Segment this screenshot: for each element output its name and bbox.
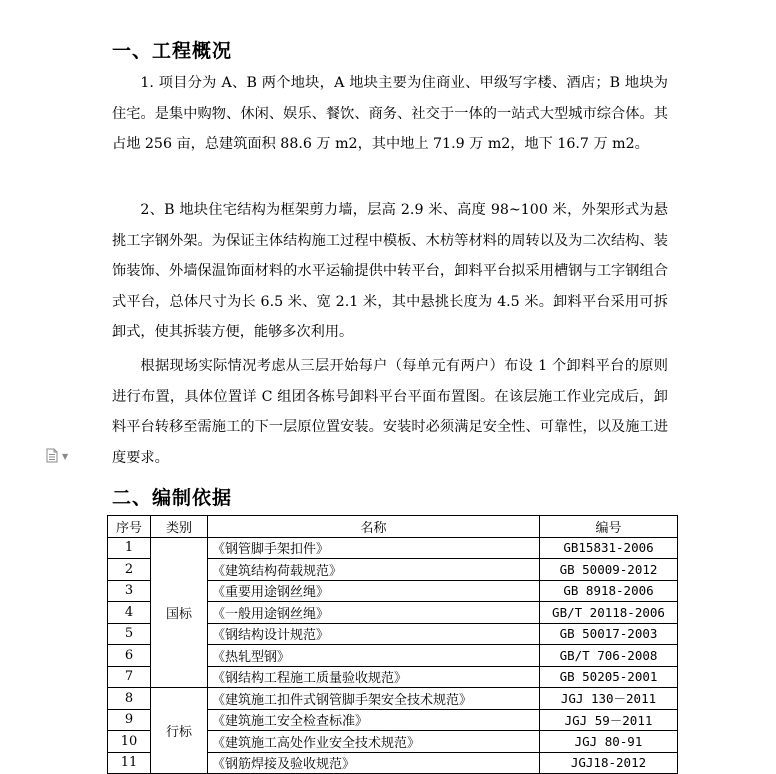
- header-category: 类别: [151, 516, 208, 538]
- cell-name: 《建筑施工扣件式钢管脚手架安全技术规范》: [208, 688, 540, 710]
- chevron-down-icon[interactable]: ▼: [62, 452, 69, 461]
- paragraph-2: 2、B 地块住宅结构为框架剪力墙，层高 2.9 米、高度 98~100 米，外架形式为悬挑工字钢外架。为保证主体结构施工过程中模板、木枋等材料的周转以及为二次结构、装饰装饰、外墙保温饰面材料的水平运输提供中转平台，卸料平台拟采用槽钢与工字钢组合式平台，总体尺寸为长 6.5 米、宽 2.1 米，其中悬挑长度为 4.5 米。卸料平台采用可拆卸式，使其拆装方便，能够多次利用。: [112, 202, 668, 341]
- cell-category: 国标: [151, 537, 208, 688]
- cell-no: 5: [108, 623, 151, 645]
- cell-name: 《一般用途钢丝绳》: [208, 602, 540, 624]
- cell-no: 2: [108, 559, 151, 581]
- cell-name: 《钢管脚手架扣件》: [208, 537, 540, 559]
- cell-no: 9: [108, 709, 151, 731]
- cell-name: 《建筑结构荷载规范》: [208, 559, 540, 581]
- cell-no: 3: [108, 580, 151, 602]
- table-row: [108, 688, 678, 710]
- cell-code: GB 8918-2006: [540, 580, 678, 602]
- cell-no: 4: [108, 602, 151, 624]
- cell-no: 6: [108, 645, 151, 667]
- cell-code: JGJ 80-91: [540, 731, 678, 753]
- cell-code: JGJ 130－2011: [540, 688, 678, 710]
- table-header-row: [108, 516, 678, 538]
- reference-table: [107, 515, 678, 774]
- cell-code: GB15831-2006: [540, 537, 678, 559]
- cell-name: 《建筑施工高处作业安全技术规范》: [208, 731, 540, 753]
- cell-code: GB 50017-2003: [540, 623, 678, 645]
- cell-name: 《钢结构工程施工质量验收规范》: [208, 666, 540, 688]
- cell-code: GB/T 20118-2006: [540, 602, 678, 624]
- cell-no: 10: [108, 731, 151, 753]
- cell-name: 《重要用途钢丝绳》: [208, 580, 540, 602]
- table-row: [108, 537, 678, 559]
- paragraph-1: 1. 项目分为 A、B 两个地块，A 地块主要为住商业、甲级写字楼、酒店；B 地块为住宅。是集中购物、休闲、娱乐、餐饮、商务、社交于一体的一站式大型城市综合体。其占地 256 亩，总建筑面积 88.6 万 m2，其中地上 71.9 万 m2，地下 16.7 万 m2。: [112, 75, 668, 153]
- cell-code: GB/T 706-2008: [540, 645, 678, 667]
- cell-no: 7: [108, 666, 151, 688]
- cell-code: GB 50205-2001: [540, 666, 678, 688]
- cell-category: 行标: [151, 688, 208, 774]
- header-no: 序号: [108, 516, 151, 538]
- cell-name: 《钢结构设计规范》: [208, 623, 540, 645]
- cell-no: 1: [108, 537, 151, 559]
- cell-code: GB 50009-2012: [540, 559, 678, 581]
- cell-name: 《热轧型钢》: [208, 645, 540, 667]
- cell-name: 《建筑施工安全检查标准》: [208, 709, 540, 731]
- cell-no: 11: [108, 752, 151, 774]
- header-name: 名称: [208, 516, 540, 538]
- cell-name: 《钢筋焊接及验收规范》: [208, 752, 540, 774]
- document-icon[interactable]: [46, 448, 58, 463]
- section-heading-basis: 二、编制依据: [112, 487, 233, 509]
- paragraph-3: 根据现场实际情况考虑从三层开始每户（每单元有两户）布设 1 个卸料平台的原则进行布置，具体位置详 C 组团各栋号卸料平台平面布置图。在该层施工作业完成后，卸料平台转移至需施工的下一层原位置安装。安装时必须满足安全性、可靠性，以及施工进度要求。: [112, 358, 668, 466]
- cell-code: JGJ18-2012: [540, 752, 678, 774]
- header-code: 编号: [540, 516, 678, 538]
- section-heading-overview: 一、工程概况: [112, 40, 233, 62]
- cell-code: JGJ 59－2011: [540, 709, 678, 731]
- cell-no: 8: [108, 688, 151, 710]
